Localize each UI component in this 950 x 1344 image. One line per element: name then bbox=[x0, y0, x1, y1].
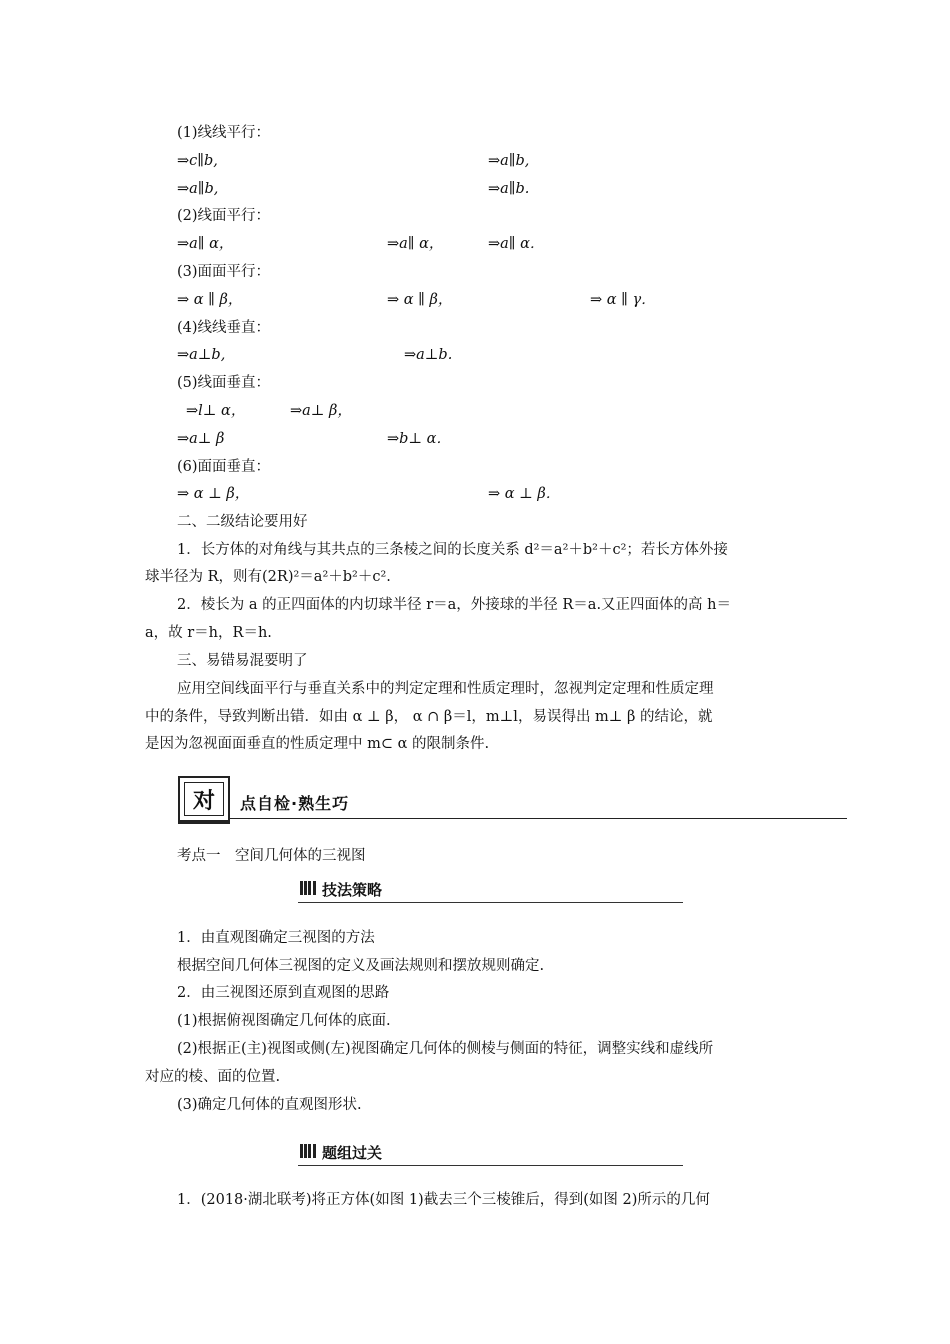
heading-plane-parallel: (3)面面平行： bbox=[177, 264, 271, 280]
formula: ⇒ α ⊥ β， bbox=[177, 486, 250, 502]
formula: ⇒a⊥ β bbox=[177, 431, 225, 447]
paragraph-line: 球半径为 R，则有(2R)²＝a²＋b²＋c². bbox=[145, 569, 391, 585]
section-title: 点自检·熟生巧 bbox=[240, 794, 350, 813]
formula: ⇒ α ⊥ β． bbox=[488, 486, 561, 502]
paragraph-line: 应用空间线面平行与垂直关系中的判定定理和性质定理时，忽视判定定理和性质定理 bbox=[177, 681, 714, 697]
heading-line-parallel: (1)线线平行： bbox=[177, 125, 271, 141]
subheading-techniques: 技法策略 bbox=[322, 881, 383, 899]
heading-line-perpendicular: (4)线线垂直： bbox=[177, 320, 271, 336]
formula: ⇒a∥ α， bbox=[387, 236, 444, 252]
topic-heading: 考点一 空间几何体的三视图 bbox=[177, 848, 366, 864]
paragraph-line: 2．由三视图还原到直观图的思路 bbox=[177, 985, 390, 1001]
paragraph-line: 是因为忽视面面垂直的性质定理中 m⊂ α 的限制条件. bbox=[145, 736, 490, 752]
formula: ⇒c∥b, bbox=[177, 153, 218, 169]
paragraph-line: (2)根据正(主)视图或侧(左)视图确定几何体的侧棱与侧面的特征，调整实线和虚线所 bbox=[177, 1041, 714, 1057]
formula: ⇒a∥b, bbox=[488, 153, 530, 169]
subheading-divider bbox=[298, 902, 683, 903]
bars-icon bbox=[300, 881, 316, 895]
paragraph-line: 根据空间几何体三视图的定义及画法规则和摆放规则确定. bbox=[177, 958, 545, 974]
formula: ⇒a∥ α， bbox=[177, 236, 234, 252]
section-badge-char: 对 bbox=[184, 782, 224, 816]
bars-icon bbox=[300, 1144, 316, 1158]
formula: ⇒a⊥b, bbox=[177, 347, 226, 363]
formula: ⇒a∥ α． bbox=[488, 236, 545, 252]
heading-line-plane-parallel: (2)线面平行： bbox=[177, 208, 271, 224]
formula: ⇒a⊥ β， bbox=[290, 403, 352, 419]
heading-plane-perpendicular: (6)面面垂直： bbox=[177, 459, 271, 475]
question-line: 1．(2018·湖北联考)将正方体(如图 1)截去三个三棱锥后，得到(如图 2)所示的几何 bbox=[177, 1192, 710, 1208]
formula: ⇒a⊥b. bbox=[404, 347, 453, 363]
paragraph-line: (3)确定几何体的直观图形状. bbox=[177, 1097, 362, 1113]
heading-line-plane-perpendicular: (5)线面垂直： bbox=[177, 375, 271, 391]
formula: ⇒ α ∥ β， bbox=[177, 292, 243, 308]
section-badge bbox=[178, 776, 230, 822]
paragraph-line: a，故 r＝h，R＝h. bbox=[145, 625, 272, 641]
paragraph-line: (1)根据俯视图确定几何体的底面. bbox=[177, 1013, 391, 1029]
section-divider bbox=[178, 822, 230, 824]
paragraph-line: 中的条件，导致判断出错．如由 α ⊥ β， α ∩ β＝l，m⊥l，易误得出 m⊥ β 的结论，就 bbox=[145, 709, 713, 725]
formula: ⇒a∥b. bbox=[488, 181, 530, 197]
formula: ⇒a∥b, bbox=[177, 181, 219, 197]
section-divider bbox=[230, 818, 847, 819]
section-heading-secondary-conclusions: 二、二级结论要用好 bbox=[177, 514, 308, 530]
subheading-exercises: 题组过关 bbox=[322, 1144, 383, 1162]
formula: ⇒ α ∥ β， bbox=[387, 292, 453, 308]
formula: ⇒b⊥ α． bbox=[387, 431, 451, 447]
section-heading-common-mistakes: 三、易错易混要明了 bbox=[177, 653, 308, 669]
formula: ⇒l⊥ α， bbox=[186, 403, 246, 419]
paragraph-line: 2．棱长为 a 的正四面体的内切球半径 r＝a，外接球的半径 R＝a.又正四面体的高 h＝ bbox=[177, 597, 731, 613]
subheading-divider bbox=[298, 1165, 683, 1166]
paragraph-line: 1．由直观图确定三视图的方法 bbox=[177, 930, 375, 946]
paragraph-line: 1．长方体的对角线与其共点的三条棱之间的长度关系 d²＝a²＋b²＋c²；若长方体外接 bbox=[177, 542, 728, 558]
paragraph-line: 对应的棱、面的位置. bbox=[145, 1069, 281, 1085]
formula: ⇒ α ∥ γ． bbox=[590, 292, 656, 308]
